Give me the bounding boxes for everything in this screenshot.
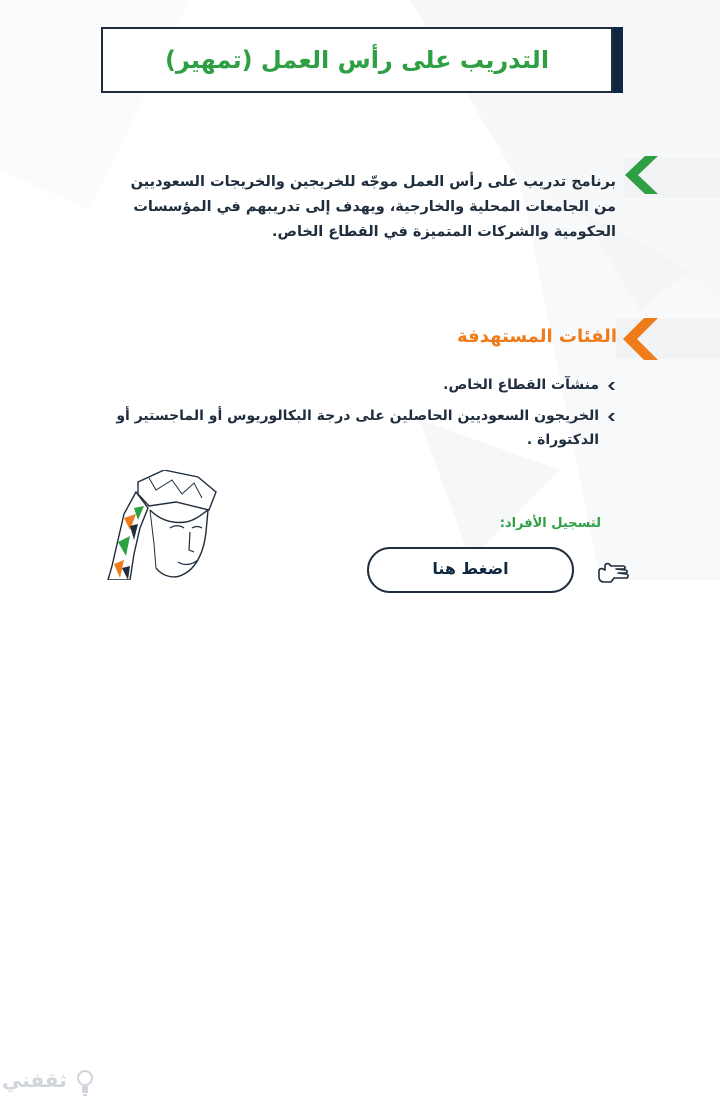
site-logo [0,528,100,1092]
register-button[interactable]: اضغط هنا [367,547,574,593]
saudi-man-illustration [94,470,230,580]
audience-item-text: منشآت القطاع الخاص. [443,377,599,393]
lightbulb-icon [76,1068,94,1098]
logo-text: ثقفني [2,1068,67,1092]
chevron-left-icon [620,316,664,362]
program-description: برنامج تدريب على رأس العمل موجّه للخريجين والخريجات السعوديين من الجامعات المحلية والخارجية، ويهدف إلى تدريبهم في المؤسسات الحكومية والشركات المتميزة في القطاع الخاص. [130,174,616,240]
pointing-hand-icon [594,560,630,584]
bullet-chevron-icon [607,382,615,390]
audience-list [95,373,615,459]
chevron-left-icon [622,154,664,196]
bullet-chevron-icon [607,413,615,421]
page-title-box [101,27,613,93]
page-title: التدريب على رأس العمل (تمهير) [164,46,550,74]
list-item [95,404,615,452]
list-item [95,373,615,397]
audience-item-text: الخريجون السعوديين الحاصلين على درجة البكالوريوس أو الماجستير أو الدكتوراة . [116,408,599,448]
registration-label: لتسجيل الأفراد: [499,516,601,531]
audience-heading: الفئات المستهدفة [457,326,617,347]
